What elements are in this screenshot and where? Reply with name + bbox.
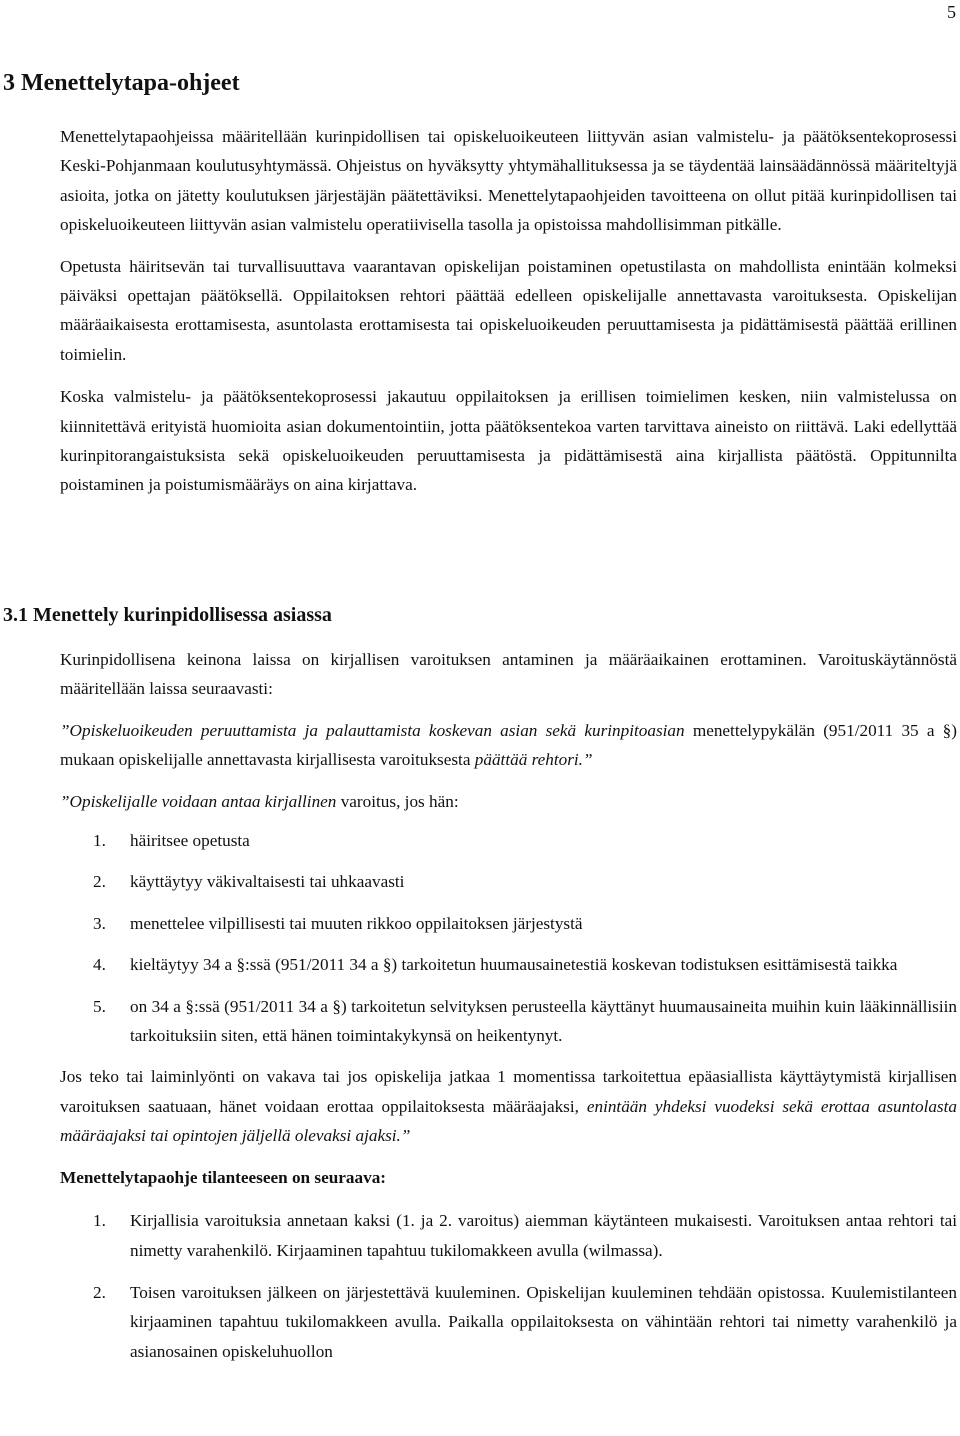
- quote-italic: päättää rehtori.”: [474, 750, 593, 770]
- quote-italic: ”Opiskeluoikeuden peruuttamista ja palauttamista koskevan asian sekä kurinpitoasian: [60, 720, 685, 740]
- quote-italic: ”Opiskelijalle voidaan antaa kirjallinen: [60, 791, 337, 811]
- list-text: Kirjallisia varoituksia annetaan kaksi (1. ja 2. varoitus) aiemman käytänteen mukaisesti. Varoituksen antaa rehtori tai nimetty varahenkilö. Kirjaaminen tapahtuu tukilomakkeen avulla (wilmassa).: [130, 1211, 957, 1260]
- list-item: [60, 909, 957, 938]
- warning-conditions-list: [60, 826, 957, 1050]
- paragraph: Menettelytapaohjeissa määritellään kurinpidollisen tai opiskeluoikeuteen liittyvän asian valmistelu- ja päätöksentekoprosessi Keski-Pohjanmaan koulutusyhtymässä. Ohjeistus on hyväksytty yhtymähallituksessa ja se täydentää lainsäädännössä määriteltyjä asioita, jotka on jätetty koulutuksen järjestäjän päätettäviksi. Menettelytapaohjeiden tavoitteena on ollut pitää kurinpidollisen tai opiskeluoikeuteen liittyvän asian valmistelu operatiivisella tasolla ja opistoissa mahdollisimman pitkälle.: [60, 127, 957, 235]
- list-text: kieltäytyy 34 a §:ssä (951/2011 34 a §) tarkoitetun huumausainetestiä koskevan todistuksen esittämisestä taikka: [130, 955, 898, 975]
- law-quote: [60, 787, 957, 816]
- list-number: 5.: [93, 996, 106, 1016]
- paragraph: Opetusta häiritsevän tai turvallisuuttava vaarantavan opiskelijan poistaminen opetustilasta on mahdollista enintään kolmeksi päiväksi opettajan päätöksellä. Oppilaitoksen rehtori päättää edelleen opiskelijalle annettavasta varoituksesta. Opiskelijan määräaikaisesta erottamisesta, asuntolasta erottamisesta tai opiskeluoikeuden peruuttamisesta ja pidättämisestä päättää erillinen toimielin.: [60, 256, 957, 364]
- list-item: [60, 1206, 957, 1265]
- section-heading: 3.1 Menettely kurinpidollisessa asiassa: [3, 604, 332, 626]
- law-quote-continued: [60, 1062, 957, 1150]
- procedure-list: [60, 1206, 957, 1366]
- section-intro: Kurinpidollisena keinona laissa on kirjallisen varoituksen antaminen ja määräaikainen erottaminen. Varoituskäytännöstä määritellään laissa seuraavasti:: [60, 650, 957, 699]
- list-text: häiritsee opetusta: [130, 831, 250, 851]
- list-item: [60, 1278, 957, 1366]
- list-number: 1.: [93, 831, 106, 851]
- page-number: 5: [947, 2, 956, 22]
- section-body: [60, 645, 957, 1379]
- quote-plain: menettelypykälän (951/2011 35 a §) mukaan opiskelijalle annettavasta kirjallisesta varoituksesta: [60, 720, 957, 770]
- paragraph: Koska valmistelu- ja päätöksentekoprosessi jakautuu oppilaitoksen ja erillisen toimielimen kesken, niin valmistelussa on kiinnitettävä erityistä huomioita asian dokumentointiin, jotta päätöksentekoa varten tarvittava aineisto on riittävä. Laki edellyttää kurinpitorangaistuksista sekä opiskeluoikeuden peruuttamisesta ja pidättämisestä aina kirjallista päätöstä. Oppitunnilta poistaminen ja poistumismääräys on aina kirjattava.: [60, 387, 957, 495]
- list-number: 1.: [93, 1211, 106, 1231]
- list-number: 2.: [93, 872, 106, 892]
- list-item: [60, 826, 957, 855]
- list-text: menettelee vilpillisesti tai muuten rikkoo oppilaitoksen järjestystä: [130, 913, 583, 933]
- quote-plain: Jos teko tai laiminlyönti on vakava tai jos opiskelija jatkaa 1 momentissa tarkoitettua epäasiallista käyttäytymistä kirjallisen varoituksen saatuaan, hänet voidaan erottaa oppilaitoksesta määräajaksi,: [60, 1067, 957, 1116]
- quote-italic: enintään yhdeksi vuodeksi sekä erottaa asuntolasta määräajaksi tai opintojen jäljellä olevaksi ajaksi.”: [60, 1096, 957, 1146]
- chapter-heading: 3 Menettelytapa-ohjeet: [3, 70, 240, 96]
- list-item: [60, 867, 957, 896]
- law-quote: [60, 716, 957, 775]
- list-text: on 34 a §:ssä (951/2011 34 a §) tarkoitetun selvityksen perusteella käyttänyt huumausaineita muihin kuin lääkinnällisiin tarkoituksiin siten, että hänen toimintakykynsä on heikentynyt.: [130, 996, 957, 1046]
- list-number: 3.: [93, 913, 106, 933]
- quote-plain: varoitus, jos hän:: [336, 791, 459, 811]
- list-text: Toisen varoituksen jälkeen on järjestettävä kuuleminen. Opiskelijan kuuleminen tehdään opistossa. Kuulemistilanteen kirjaaminen tapahtuu tukilomakkeen avulla. Paikalla oppilaitoksesta on vähintään rehtori tai nimetty varahenkilö ja asianosainen opiskeluhuollon: [130, 1282, 957, 1361]
- list-item: [60, 992, 957, 1051]
- chapter-body: [60, 122, 957, 500]
- list-text: käyttäytyy väkivaltaisesti tai uhkaavasti: [130, 872, 405, 892]
- list-number: 2.: [93, 1282, 106, 1302]
- list-item: [60, 950, 957, 979]
- list-number: 4.: [93, 955, 106, 975]
- subheading: Menettelytapaohje tilanteeseen on seuraava:: [60, 1167, 387, 1187]
